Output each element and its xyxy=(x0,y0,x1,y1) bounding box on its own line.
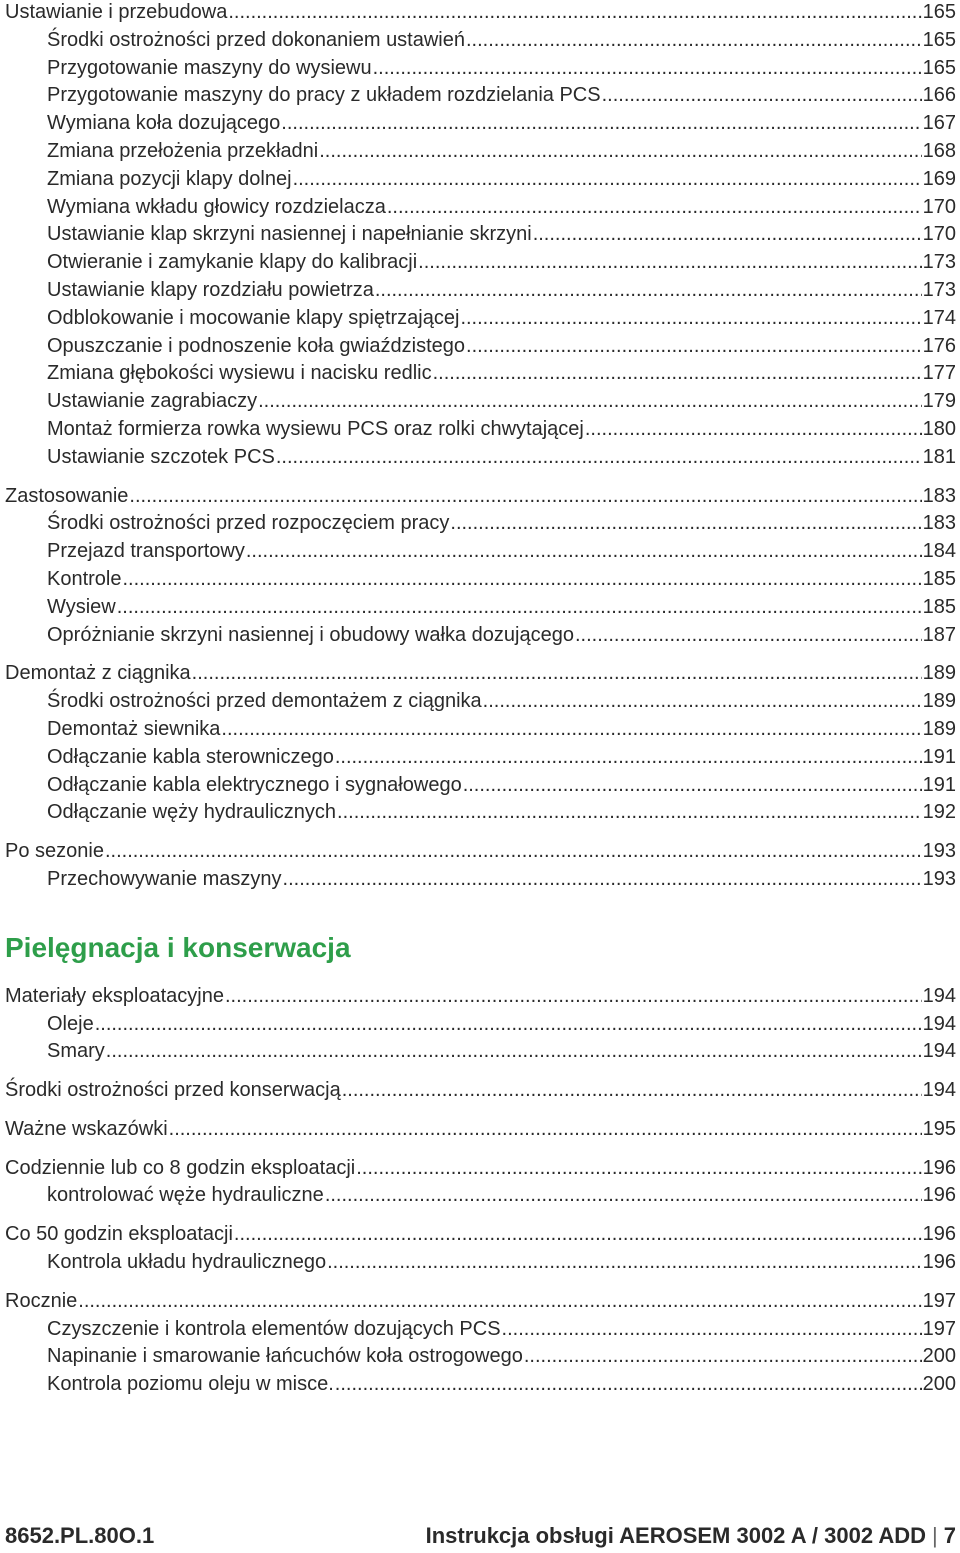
toc-entry[interactable] xyxy=(5,388,956,416)
toc-entry-title: Po sezonie xyxy=(5,840,104,863)
toc-entry-page: 170 xyxy=(922,195,956,218)
toc-entry-title: Przygotowanie maszyny do pracy z układem rozdzielania PCS xyxy=(47,84,601,107)
toc-entry[interactable] xyxy=(5,510,956,538)
toc-entry-page: 174 xyxy=(922,306,956,329)
toc-entry-title: Codziennie lub co 8 godzin eksploatacji xyxy=(5,1156,356,1179)
dot-leader xyxy=(276,444,922,472)
dot-leader xyxy=(342,1077,922,1105)
toc-entry-page: 167 xyxy=(922,112,956,135)
toc-entry[interactable] xyxy=(5,799,956,827)
toc-entry-page: 200 xyxy=(922,1345,956,1368)
toc-entry-page: 187 xyxy=(922,623,956,646)
dot-leader xyxy=(117,594,922,622)
toc-entry[interactable] xyxy=(5,1343,956,1371)
toc-entry-page: 196 xyxy=(922,1223,956,1246)
toc-entry-title: Środki ostrożności przed demontażem z ciągnika xyxy=(47,690,482,713)
toc-entry-page: 197 xyxy=(922,1289,956,1312)
toc-entry-title: Odłączanie węży hydraulicznych xyxy=(47,801,337,824)
dot-leader xyxy=(221,716,921,744)
toc-entry-title: Czyszczenie i kontrola elementów dozujących PCS xyxy=(47,1317,501,1340)
toc-group-demontaz xyxy=(5,660,956,827)
toc-entry-title: Przygotowanie maszyny do wysiewu xyxy=(47,56,372,79)
toc-entry-page: 192 xyxy=(922,801,956,824)
toc-entry[interactable] xyxy=(5,249,956,277)
toc-entry-title: Zmiana głębokości wysiewu i nacisku redlic xyxy=(47,362,432,385)
toc-entry[interactable] xyxy=(5,866,956,894)
toc-entry-page: 191 xyxy=(922,773,956,796)
toc-group-rocznie xyxy=(5,1288,956,1399)
toc-entry-title: Ustawianie zagrabiaczy xyxy=(47,390,258,413)
toc-entry[interactable] xyxy=(5,138,956,166)
toc-entry[interactable] xyxy=(5,1221,956,1249)
dot-leader xyxy=(225,983,922,1011)
toc-entry-page: 196 xyxy=(922,1184,956,1207)
dot-leader xyxy=(335,1371,922,1399)
toc-entry-page: 183 xyxy=(922,512,956,535)
toc-entry-title: Wymiana koła dozującego xyxy=(47,112,281,135)
dot-leader xyxy=(433,360,922,388)
toc-entry[interactable] xyxy=(5,1288,956,1316)
dot-leader xyxy=(524,1343,922,1371)
toc-entry-title: Przejazd transportowy xyxy=(47,540,245,563)
toc-entry[interactable] xyxy=(5,305,956,333)
footer-separator: | xyxy=(932,1523,938,1548)
toc-entry[interactable] xyxy=(5,483,956,511)
dot-leader xyxy=(335,744,922,772)
toc-entry[interactable] xyxy=(5,660,956,688)
toc-entry-title: Montaż formierza rowka wysiewu PCS oraz rolki chwytającej xyxy=(47,417,584,440)
toc-entry[interactable] xyxy=(5,566,956,594)
toc-entry-page: 169 xyxy=(922,167,956,190)
toc-group-ustawianie xyxy=(5,0,956,472)
dot-leader xyxy=(325,1182,922,1210)
toc-entry[interactable] xyxy=(5,1011,956,1039)
table-of-contents xyxy=(5,0,956,1399)
toc-entry-title: Opróżnianie skrzyni nasiennej i obudowy wałka dozującego xyxy=(47,623,574,646)
toc-entry-page: 194 xyxy=(922,1040,956,1063)
toc-entry-page: 191 xyxy=(922,745,956,768)
dot-leader xyxy=(123,566,922,594)
toc-entry[interactable] xyxy=(5,0,956,27)
toc-entry[interactable] xyxy=(5,333,956,361)
dot-leader xyxy=(293,166,922,194)
toc-entry[interactable] xyxy=(5,1316,956,1344)
toc-entry-title: Opuszczanie i podnoszenie koła gwiaździstego xyxy=(47,334,466,357)
toc-entry-title: Środki ostrożności przed dokonaniem ustawień xyxy=(47,28,465,51)
toc-entry[interactable] xyxy=(5,1038,956,1066)
toc-group-wazne-wskazowki xyxy=(5,1116,956,1144)
toc-entry-title: Kontrola poziomu oleju w misce. xyxy=(47,1373,334,1396)
toc-entry[interactable] xyxy=(5,277,956,305)
toc-entry[interactable] xyxy=(5,744,956,772)
toc-entry-title: Zmiana pozycji klapy dolnej xyxy=(47,167,292,190)
toc-entry-title: Demontaż z ciągnika xyxy=(5,662,191,685)
toc-entry[interactable] xyxy=(5,538,956,566)
toc-entry-page: 179 xyxy=(922,390,956,413)
toc-entry[interactable] xyxy=(5,416,956,444)
dot-leader xyxy=(466,27,922,55)
toc-entry-title: Co 50 godzin eksploatacji xyxy=(5,1223,233,1246)
toc-entry-title: Ustawianie i przebudowa xyxy=(5,1,228,23)
page-number: 7 xyxy=(943,1523,956,1548)
toc-entry-page: 166 xyxy=(922,84,956,107)
toc-entry-page: 185 xyxy=(922,567,956,590)
toc-entry[interactable] xyxy=(5,444,956,472)
dot-leader xyxy=(387,194,922,222)
dot-leader xyxy=(533,221,922,249)
toc-entry-title: Otwieranie i zamykanie klapy do kalibracji xyxy=(47,251,418,274)
toc-entry-page: 189 xyxy=(922,690,956,713)
dot-leader xyxy=(375,277,922,305)
toc-entry-page: 170 xyxy=(922,223,956,246)
toc-entry-title: Kontrola układu hydraulicznego xyxy=(47,1251,327,1274)
toc-entry-title: Demontaż siewnika xyxy=(47,717,221,740)
toc-entry[interactable] xyxy=(5,1182,956,1210)
toc-entry-title: Kontrole xyxy=(47,567,122,590)
toc-entry-page: 165 xyxy=(922,1,956,23)
toc-entry[interactable] xyxy=(5,1371,956,1399)
toc-entry-page: 165 xyxy=(922,56,956,79)
toc-entry[interactable] xyxy=(5,82,956,110)
toc-entry-title: Ustawianie klapy rozdziału powietrza xyxy=(47,278,374,301)
toc-entry-title: Środki ostrożności przed rozpoczęciem pracy xyxy=(47,512,450,535)
toc-entry-title: Środki ostrożności przed konserwacją xyxy=(5,1079,341,1102)
toc-entry-title: Napinanie i smarowanie łańcuchów koła ostrogowego xyxy=(47,1345,523,1368)
dot-leader xyxy=(283,866,922,894)
dot-leader xyxy=(129,483,921,511)
toc-entry-title: Odłączanie kabla sterowniczego xyxy=(47,745,334,768)
toc-entry-title: Odblokowanie i mocowanie klapy spiętrzającej xyxy=(47,306,460,329)
dot-leader xyxy=(460,305,921,333)
toc-entry-page: 180 xyxy=(922,417,956,440)
toc-entry-page: 181 xyxy=(922,445,956,468)
toc-entry[interactable] xyxy=(5,1116,956,1144)
dot-leader xyxy=(337,799,922,827)
toc-entry-title: Ustawianie klap skrzyni nasiennej i napełnianie skrzyni xyxy=(47,223,532,246)
toc-entry-page: 200 xyxy=(922,1373,956,1396)
toc-entry-title: Zastosowanie xyxy=(5,484,129,507)
toc-entry-page: 183 xyxy=(922,484,956,507)
dot-leader xyxy=(418,249,921,277)
dot-leader xyxy=(281,110,921,138)
dot-leader xyxy=(258,388,922,416)
toc-entry[interactable] xyxy=(5,166,956,194)
toc-group-materialy xyxy=(5,983,956,1066)
dot-leader xyxy=(78,1288,921,1316)
toc-entry-page: 173 xyxy=(922,251,956,274)
dot-leader xyxy=(327,1249,922,1277)
dot-leader xyxy=(463,772,922,800)
toc-entry-page: 194 xyxy=(922,1012,956,1035)
dot-leader xyxy=(234,1221,922,1249)
toc-entry[interactable] xyxy=(5,1155,956,1183)
footer-title-wrap xyxy=(426,1523,956,1549)
dot-leader xyxy=(602,82,922,110)
dot-leader xyxy=(373,55,922,83)
page-footer xyxy=(5,1523,956,1549)
toc-entry[interactable] xyxy=(5,110,956,138)
toc-entry-page: 189 xyxy=(922,717,956,740)
dot-leader xyxy=(169,1116,922,1144)
toc-entry-title: Rocznie xyxy=(5,1289,78,1312)
dot-leader xyxy=(319,138,921,166)
toc-entry-title: Przechowywanie maszyny xyxy=(47,867,282,890)
toc-entry[interactable] xyxy=(5,55,956,83)
dot-leader xyxy=(483,688,922,716)
dot-leader xyxy=(105,838,922,866)
toc-entry[interactable] xyxy=(5,716,956,744)
toc-entry-page: 184 xyxy=(922,540,956,563)
toc-entry[interactable] xyxy=(5,772,956,800)
toc-group-po-sezonie xyxy=(5,838,956,894)
toc-entry-page: 185 xyxy=(922,595,956,618)
toc-entry-page: 189 xyxy=(922,662,956,685)
toc-entry-title: kontrolować węże hydrauliczne xyxy=(47,1184,324,1207)
toc-entry[interactable] xyxy=(5,594,956,622)
toc-entry-page: 168 xyxy=(922,139,956,162)
toc-entry-page: 193 xyxy=(922,840,956,863)
dot-leader xyxy=(246,538,922,566)
toc-entry-title: Wymiana wkładu głowicy rozdzielacza xyxy=(47,195,386,218)
toc-entry-title: Zmiana przełożenia przekładni xyxy=(47,139,319,162)
dot-leader xyxy=(356,1155,921,1183)
toc-group-zastosowanie xyxy=(5,483,956,650)
toc-entry-page: 194 xyxy=(922,1079,956,1102)
toc-group-co-50 xyxy=(5,1221,956,1277)
dot-leader xyxy=(575,622,922,650)
toc-entry-title: Ważne wskazówki xyxy=(5,1117,168,1140)
toc-entry-title: Wysiew xyxy=(47,595,116,618)
document-code: 8652.PL.80O.1 xyxy=(5,1523,155,1548)
dot-leader xyxy=(585,416,922,444)
toc-entry-page: 196 xyxy=(922,1156,956,1179)
dot-leader xyxy=(106,1038,922,1066)
dot-leader xyxy=(192,660,922,688)
toc-entry-page: 173 xyxy=(922,278,956,301)
toc-entry-page: 165 xyxy=(922,28,956,51)
toc-entry-page: 193 xyxy=(922,867,956,890)
toc-entry-page: 196 xyxy=(922,1251,956,1274)
toc-entry-title: Ustawianie szczotek PCS xyxy=(47,445,275,468)
section-heading: Pielęgnacja i konserwacja xyxy=(5,931,351,963)
toc-entry[interactable] xyxy=(5,688,956,716)
dot-leader xyxy=(466,333,922,361)
toc-entry-page: 177 xyxy=(922,362,956,385)
toc-group-codziennie xyxy=(5,1155,956,1211)
toc-entry-title: Odłączanie kabla elektrycznego i sygnałowego xyxy=(47,773,462,796)
toc-entry-page: 195 xyxy=(922,1117,956,1140)
toc-entry-page: 194 xyxy=(922,984,956,1007)
toc-entry-title: Materiały eksploatacyjne xyxy=(5,984,224,1007)
dot-leader xyxy=(95,1011,922,1039)
toc-entry[interactable] xyxy=(5,622,956,650)
toc-entry-page: 197 xyxy=(922,1317,956,1340)
toc-entry[interactable] xyxy=(5,360,956,388)
toc-entry[interactable] xyxy=(5,1249,956,1277)
toc-entry[interactable] xyxy=(5,1077,956,1105)
toc-entry-title: Oleje xyxy=(47,1012,94,1035)
dot-leader xyxy=(502,1316,922,1344)
dot-leader xyxy=(450,510,921,538)
toc-entry[interactable] xyxy=(5,221,956,249)
toc-entry-title: Smary xyxy=(47,1040,105,1063)
toc-entry[interactable] xyxy=(5,27,956,55)
toc-entry[interactable] xyxy=(5,194,956,222)
toc-entry[interactable] xyxy=(5,983,956,1011)
toc-entry[interactable] xyxy=(5,838,956,866)
manual-title: Instrukcja obsługi AEROSEM 3002 A / 3002 ADD xyxy=(425,1523,927,1548)
toc-entry-page: 176 xyxy=(922,334,956,357)
dot-leader xyxy=(228,0,921,27)
toc-group-srodki-konserwacja xyxy=(5,1077,956,1105)
